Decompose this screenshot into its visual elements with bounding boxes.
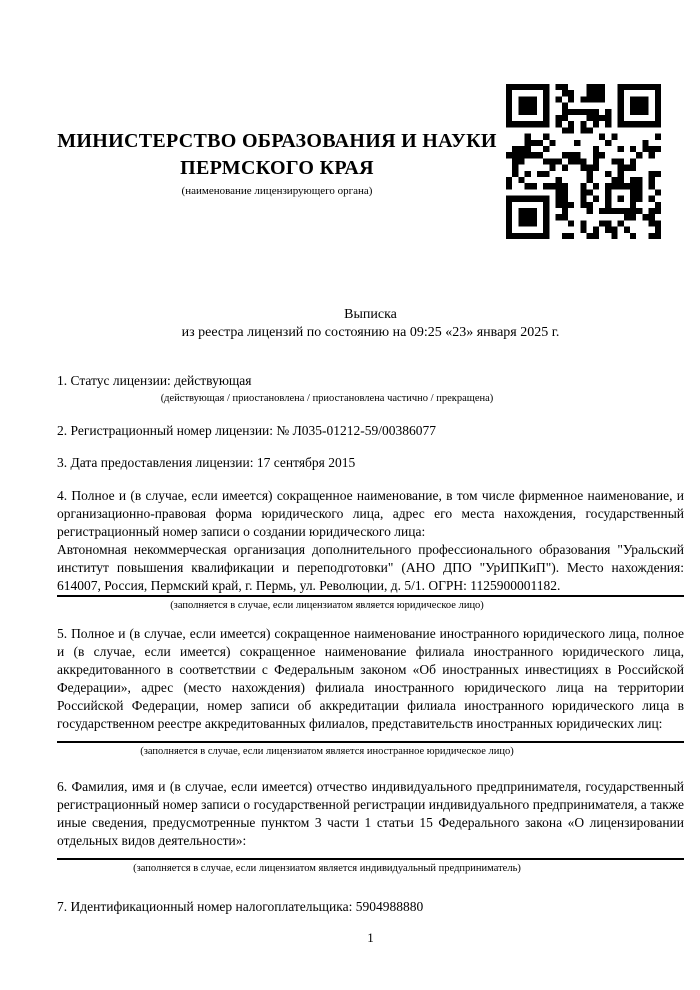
item-legal-entity-text: 4. Полное и (в случае, если имеется) сокращенное наименование, в том числе фирменное наименование, и организационно-правовая форма юридического лица, адрес его места нахождения, государственный регистрационный номер записи о создании юридического лица: [57,488,684,539]
blank-answer-space [57,733,684,741]
item-foreign-legal-entity [57,625,684,760]
item-legal-entity [57,487,684,614]
item-license-status [57,372,684,407]
ministry-name-line2: ПЕРМСКОГО КРАЯ [180,157,374,179]
qr-code [506,84,661,239]
document-title-line2: из реестра лицензий по состоянию на 09:25 «23» января 2025 г. [181,325,560,340]
item-individual-entrepreneur-text: 6. Фамилия, имя и (в случае, если имеется) отчество индивидуального предпринимателя, государственный регистрационный номер записи о государственной регистрации индивидуального предпринимателя, а также иные сведения, предусмотренные пунктом 3 части 1 статьи 15 Федерального закона «О лицензировании отдельных видов деятельности»: [57,779,684,848]
item-individual-entrepreneur [57,778,684,877]
item-license-status-text: 1. Статус лицензии: действующая [57,373,252,388]
document-header [0,0,700,240]
qr-code-image [506,84,661,239]
item-license-grant-date-text: 3. Дата предоставления лицензии: 17 сентября 2015 [57,455,356,470]
item-legal-entity-value: Автономная некоммерческая организация дополнительного профессионального образования "Уральский институт повышения квалификации и переподготовки" (АНО ДПО "УрИПКиП"). Место нахождения: 614007, Россия, Пермский край, г. Пермь, ул. Революции, д. 5/1. ОГРН: 1125900001182. [57,542,684,593]
item-registration-number-text: 2. Регистрационный номер лицензии: № Л035-01212-59/00386077 [57,423,437,438]
blank-answer-space [57,850,684,858]
licensing-authority-name [57,128,497,182]
item-taxpayer-id [57,898,684,916]
licensing-authority-caption: (наименование лицензирующего органа) [181,185,373,197]
item-registration-number [57,422,684,440]
item-foreign-legal-entity-text: 5. Полное и (в случае, если имеется) сокращенное наименование иностранного юридического лица, полное и (в случае, если имеется) сокращенное наименование филиала иностранного юридического лица, аккредитованного в соответствии с Федеральным законом «Об иностранных инвестициях в Российской Федерации», адрес (место нахождения) филиала иностранного юридического лица на территории Российской Федерации, номер записи об аккредитации филиала иностранного юридического лица в государственном реестре аккредитованных филиалов, представительств иностранных юридических лиц: [57,626,684,731]
item-individual-entrepreneur-caption: (заполняется в случае, если лицензиатом является индивидуальный предприниматель) [133,863,521,874]
ministry-name-line1: МИНИСТЕРСТВО ОБРАЗОВАНИЯ И НАУКИ [57,130,497,152]
item-license-status-caption: (действующая / приостановлена / приостановлена частично / прекращена) [160,393,494,404]
item-foreign-legal-entity-caption: (заполняется в случае, если лицензиатом является иностранное юридическое лицо) [140,746,514,757]
document-title [57,306,684,342]
page-number: 1 [367,930,374,945]
document-body [57,372,684,946]
item-legal-entity-caption: (заполняется в случае, если лицензиатом является юридическое лицо) [170,600,484,611]
item-license-grant-date [57,454,684,472]
document-title-line1: Выписка [344,307,397,322]
item-taxpayer-id-text: 7. Идентификационный номер налогоплательщика: 5904988880 [57,899,424,914]
